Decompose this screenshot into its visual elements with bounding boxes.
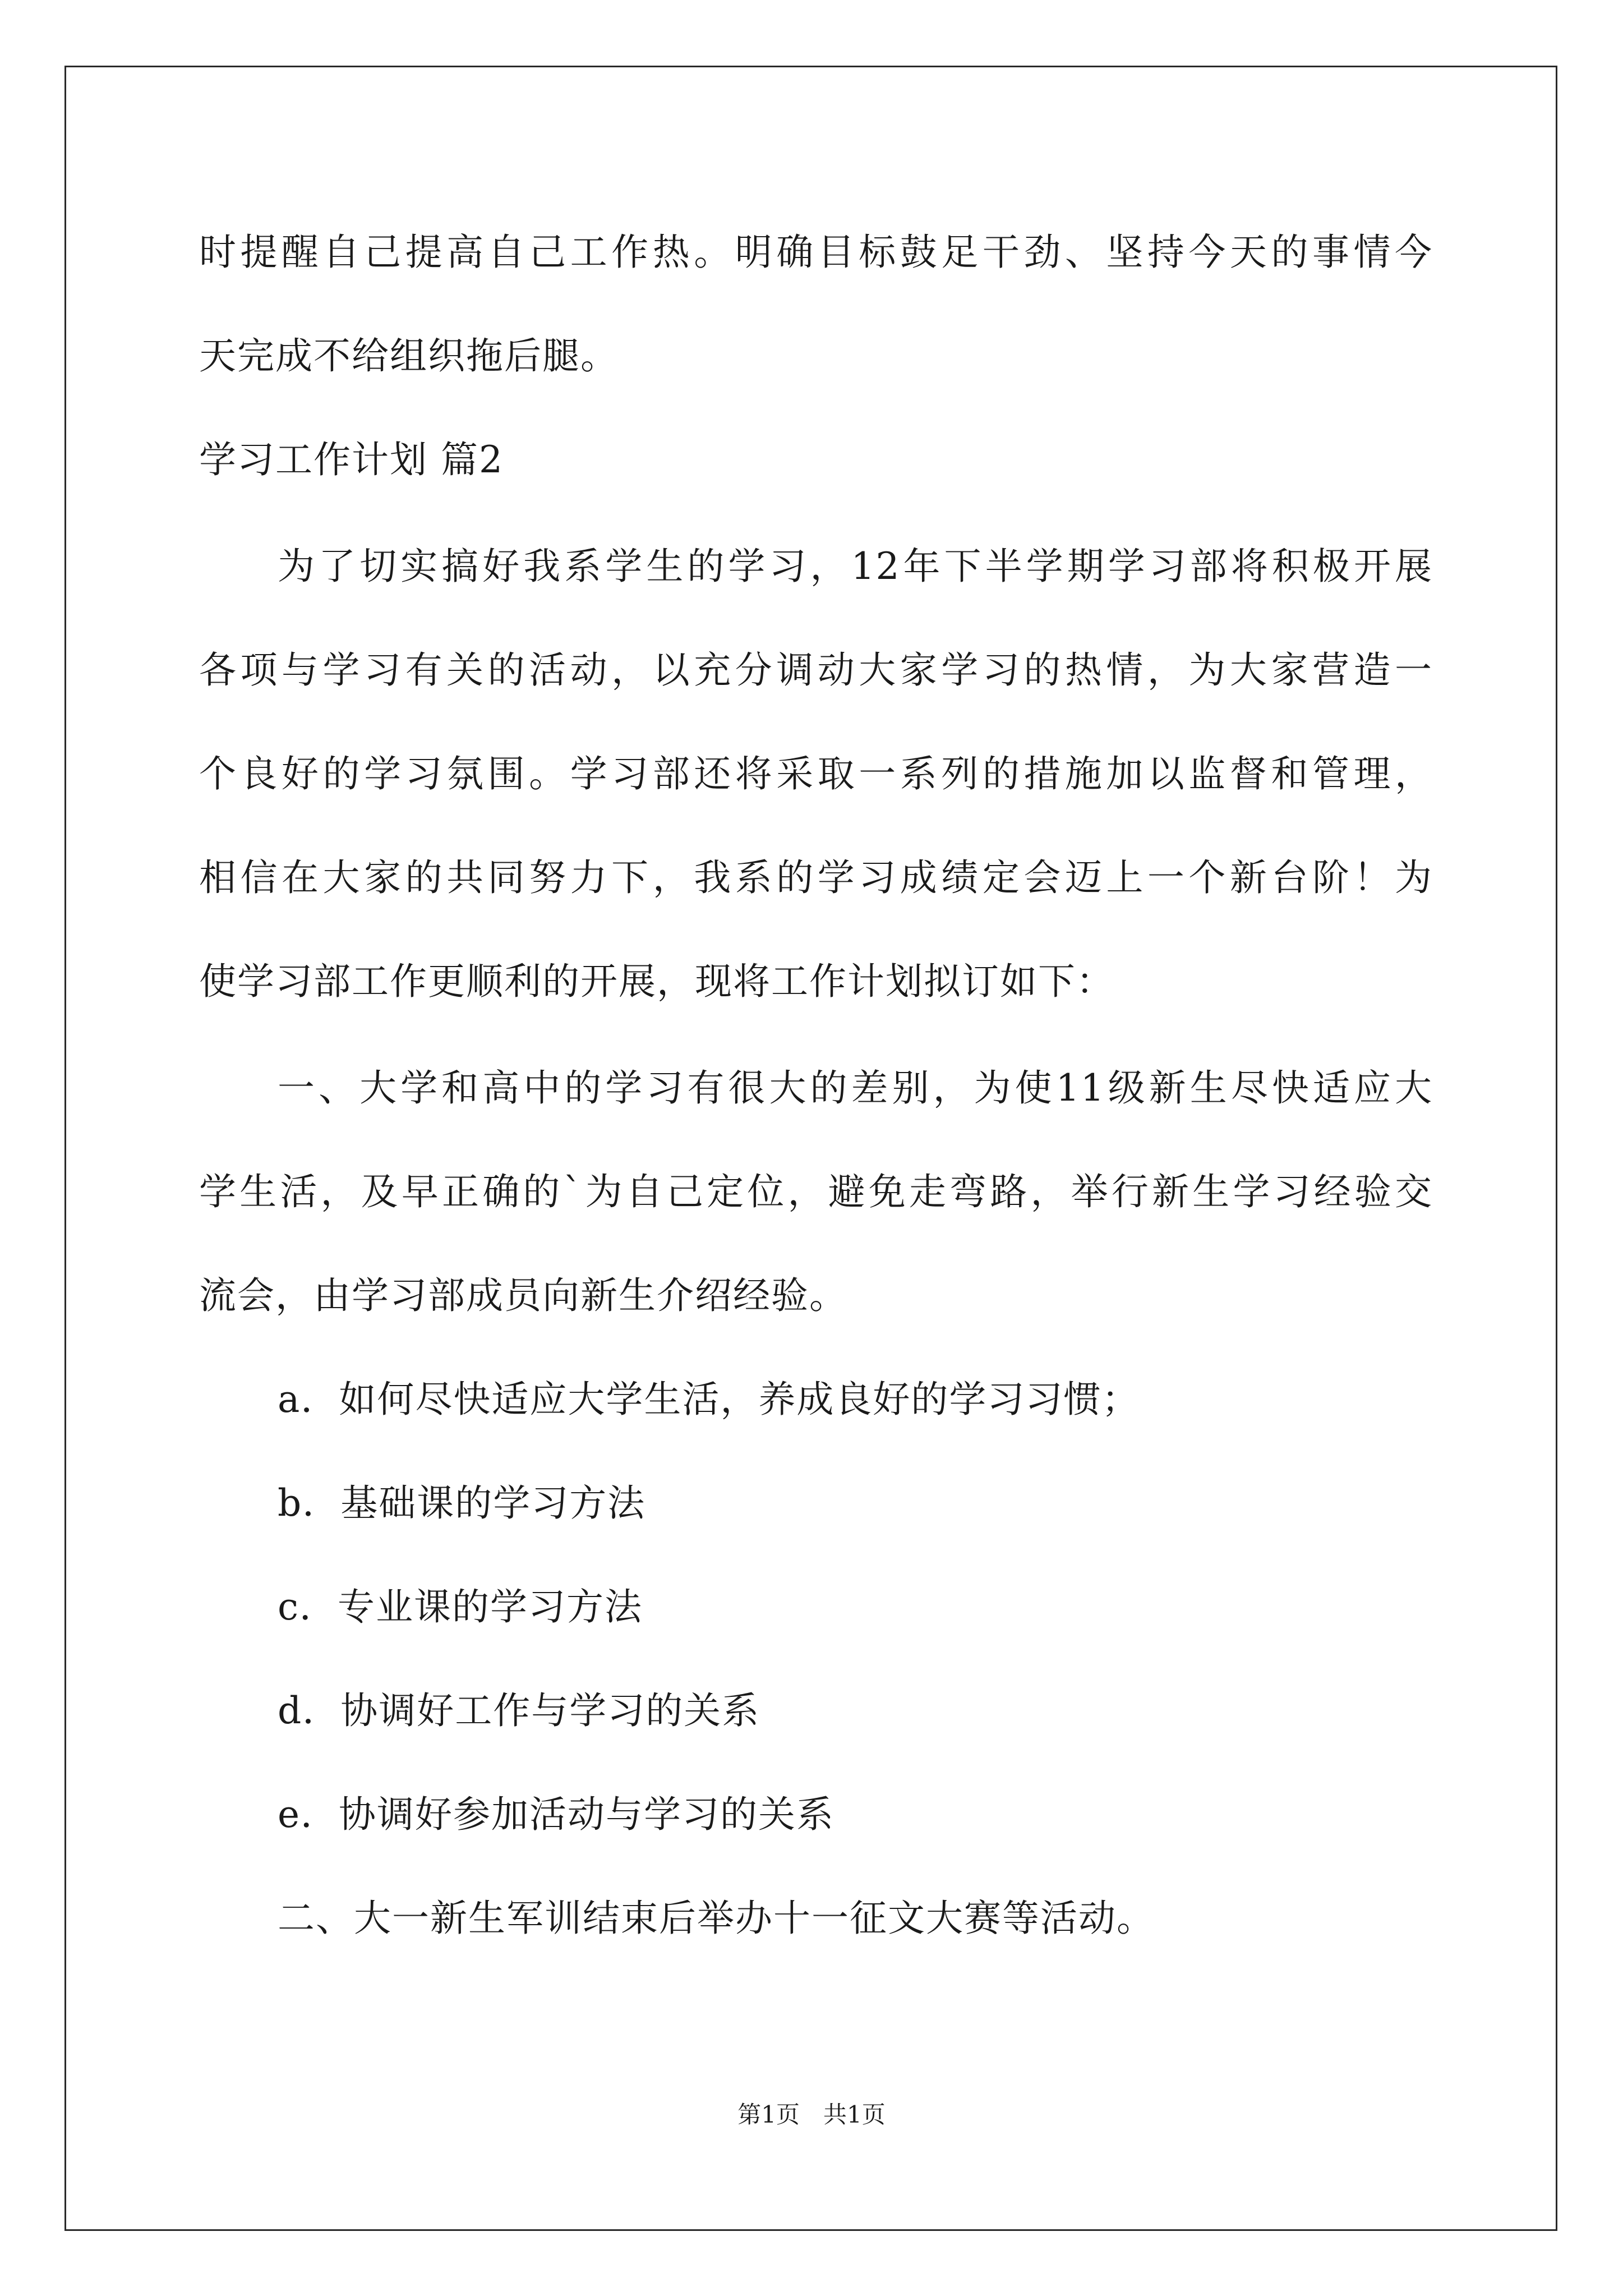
paragraph-line: 各项与学习有关的活动，以充分调动大家学习的热情，为大家营造一 <box>199 648 1433 692</box>
paragraph-line: 使学习部工作更顺利的开展，现将工作计划拟订如下： <box>199 960 1114 1003</box>
paragraph-line: 二、大一新生军训结束后举办十一征文大赛等活动。 <box>278 1897 1155 1940</box>
section-heading: 学习工作计划 篇2 <box>199 438 504 481</box>
list-item: e．协调好参加活动与学习的关系 <box>278 1793 835 1836</box>
paragraph-line: 一、大学和高中的学习有很大的差别，为使11级新生尽快适应大 <box>278 1066 1433 1110</box>
list-item: c．专业课的学习方法 <box>278 1585 643 1628</box>
paragraph-line: 学生活，及早正确的`为自己定位，避免走弯路，举行新生学习经验交 <box>199 1170 1433 1213</box>
page-footer: 第1页 共1页 <box>737 2101 886 2128</box>
paragraph-line: 为了切实搞好我系学生的学习，12年下半学期学习部将积极开展 <box>278 545 1433 588</box>
paragraph-line: 流会，由学习部成员向新生介绍经验。 <box>199 1274 847 1317</box>
paragraph-line: 时提醒自己提高自己工作热。明确目标鼓足干劲、坚持今天的事情今 <box>199 231 1433 274</box>
paragraph-line: 相信在大家的共同努力下，我系的学习成绩定会迈上一个新台阶！为 <box>199 856 1433 899</box>
list-item: a．如何尽快适应大学生活，养成良好的学习习惯； <box>278 1378 1140 1421</box>
list-item: d．协调好工作与学习的关系 <box>278 1689 760 1732</box>
paragraph-line: 天完成不给组织拖后腿。 <box>199 334 619 378</box>
list-item: b．基础课的学习方法 <box>278 1481 646 1525</box>
paragraph-line: 个良好的学习氛围。学习部还将采取一系列的措施加以监督和管理， <box>199 752 1433 795</box>
